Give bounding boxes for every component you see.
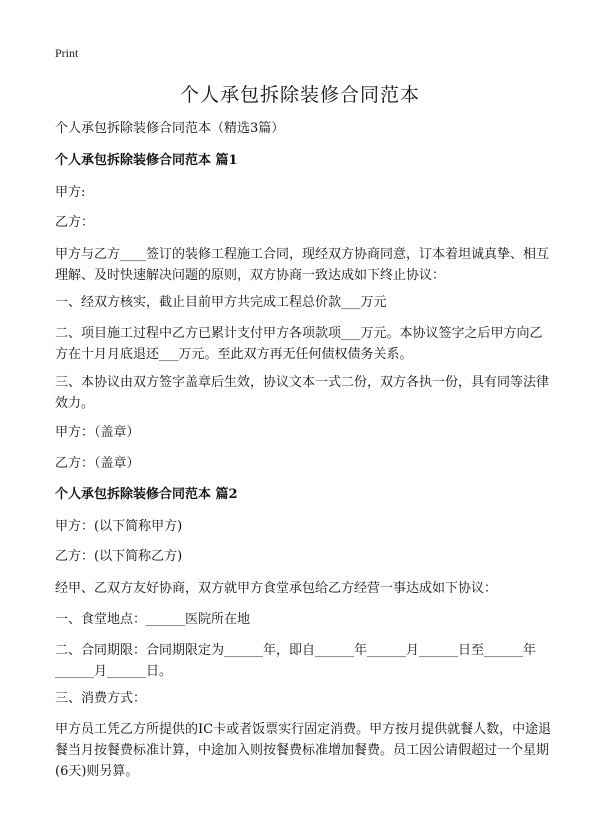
section1-sign-b: 乙方：（盖章）: [55, 456, 140, 471]
section2-para1: 经甲、乙双方友好协商，双方就甲方食堂承包给乙方经营一事达成如下协议：: [55, 581, 498, 596]
intro-text: 个人承包拆除装修合同范本（精选3篇）: [55, 121, 285, 136]
section1-heading: 个人承包拆除装修合同范本 篇1: [55, 153, 238, 168]
section1-item2: 二、项目施工过程中乙方已累计支付甲方各项款项___万元。本协议签字之后甲方向乙方在十月月底退还___万元。至此双方再无任何债权债务关系。: [55, 326, 543, 362]
section2-item1: 一、食堂地点：______医院所在地: [55, 612, 251, 627]
section1-party-a: 甲方:: [55, 185, 86, 200]
section2-para2: 甲方员工凭乙方所提供的IC卡或者饭票实行固定消费。甲方按月提供就餐人数，中途退餐当月按餐费标准计算，中途加入则按餐费标准增加餐费。员工因公请假超过一个星期(6天)则另算。: [55, 722, 552, 779]
section2-heading: 个人承包拆除装修合同范本 篇2: [55, 487, 238, 502]
section2-party-b: 乙方：(以下简称乙方): [55, 549, 183, 564]
section1-item3: 三、本协议由双方签字盖章后生效，协议文本一式二份，双方各执一份，具有同等法律效力。: [55, 375, 550, 411]
section1-para1: 甲方与乙方____签订的装修工程施工合同，现经双方协商同意，订本着坦诚真挚、相互理解、及时快速解决问题的原则，双方协商一致达成如下终止协议：: [55, 247, 550, 283]
section2-item2: 二、合同期限：合同期限定为______年，即自______年______月______日至______年______月______日。: [55, 643, 537, 679]
section2-party-a: 甲方：(以下简称甲方): [55, 519, 183, 534]
page-title: 个人承包拆除装修合同范本: [179, 84, 420, 106]
section1-sign-a: 甲方：（盖章）: [55, 425, 140, 440]
section1-party-b: 乙方：: [55, 215, 95, 230]
section2-item3: 三、消费方式：: [55, 691, 147, 706]
print-link[interactable]: Print: [55, 46, 79, 60]
section1-item1: 一、经双方核实，截止目前甲方共完成工程总价款___万元: [55, 295, 387, 310]
